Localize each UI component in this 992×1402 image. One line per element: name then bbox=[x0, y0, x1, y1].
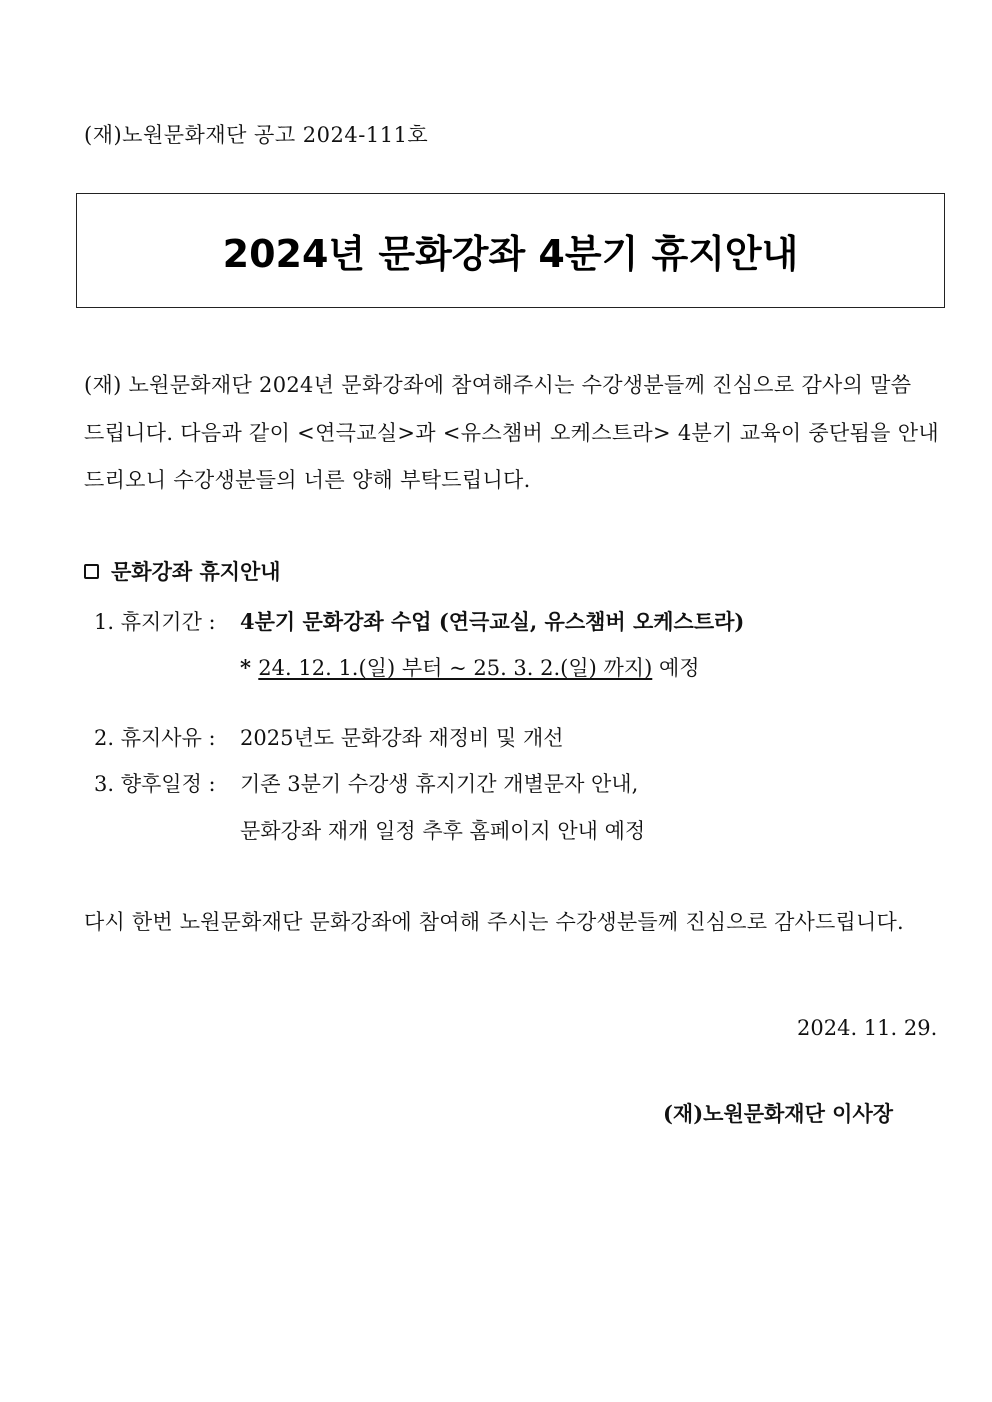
item-2-value: 2025년도 문화강좌 재정비 및 개선 bbox=[240, 726, 564, 750]
document-date: 2024. 11. 29. bbox=[797, 1016, 938, 1040]
item-1-value: 4분기 문화강좌 수업 (연극교실, 유스챔버 오케스트라) bbox=[240, 609, 745, 634]
notice-number: (재)노원문화재단 공고 2024-111호 bbox=[84, 123, 429, 147]
intro-line-1: (재) 노원문화재단 2024년 문화강좌에 참여해주시는 수강생분들께 진심으로 감사의 말씀 bbox=[84, 373, 912, 397]
intro-line-2: 드립니다. 다음과 같이 <연극교실>과 <유스챔버 오케스트라> 4분기 교육이 중단됨을 안내 bbox=[84, 421, 939, 445]
signature: (재)노원문화재단 이사장 bbox=[663, 1101, 894, 1126]
section-heading-text: 문화강좌 휴지안내 bbox=[111, 559, 281, 584]
item-2-label: 2. 휴지사유 : bbox=[94, 726, 216, 750]
document-title: 2024년 문화강좌 4분기 휴지안내 bbox=[222, 232, 799, 276]
item-3-label: 3. 향후일정 : bbox=[94, 772, 216, 796]
item-1-note bbox=[240, 652, 700, 682]
section-heading bbox=[84, 556, 281, 586]
item-3-value: 기존 3분기 수강생 휴지기간 개별문자 안내, bbox=[240, 772, 639, 796]
square-bullet-icon bbox=[84, 564, 99, 579]
item-1-note-prefix: * bbox=[240, 655, 259, 680]
item-3-value-2: 문화강좌 재개 일정 추후 홈페이지 안내 예정 bbox=[240, 819, 646, 843]
item-1-note-period: 24. 12. 1.(일) 부터 ~ 25. 3. 2.(일) 까지) bbox=[258, 656, 653, 680]
closing-message: 다시 한번 노원문화재단 문화강좌에 참여해 주시는 수강생분들께 진심으로 감사드립니다. bbox=[84, 910, 904, 934]
title-box bbox=[76, 193, 945, 308]
intro-line-3: 드리오니 수강생분들의 너른 양해 부탁드립니다. bbox=[84, 468, 531, 492]
item-1-label: 1. 휴지기간 : bbox=[94, 610, 216, 634]
item-1-note-suffix: 예정 bbox=[652, 656, 700, 680]
